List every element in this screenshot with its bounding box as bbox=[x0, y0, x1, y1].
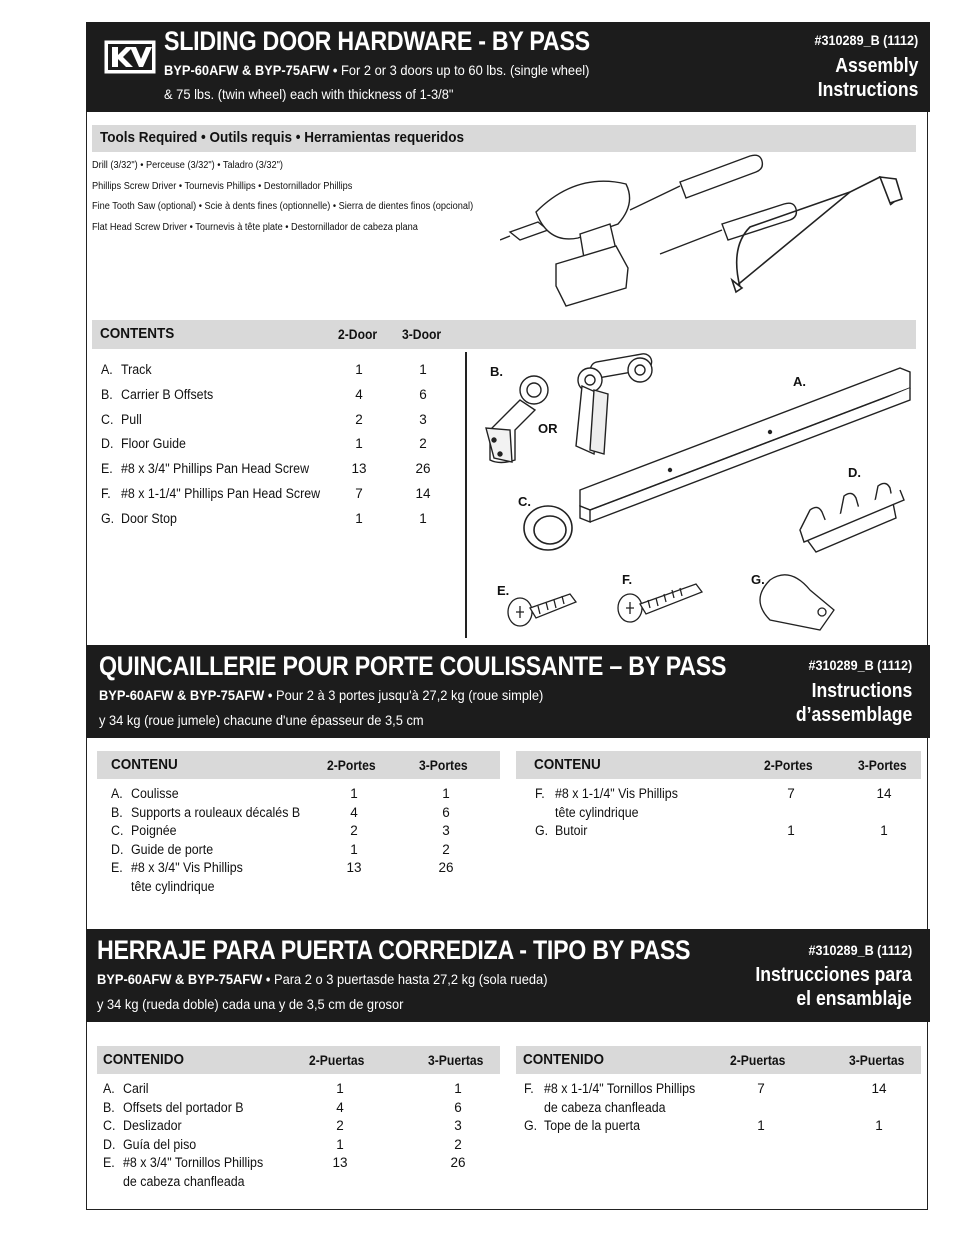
list-item-count-3: 26 bbox=[450, 1155, 466, 1171]
list-item-letter: C. bbox=[111, 823, 124, 839]
model-numbers: BYP-60AFW & BYP-75AFW bbox=[164, 62, 330, 78]
list-item-name: Floor Guide bbox=[121, 436, 186, 452]
tools-heading-bar bbox=[92, 125, 916, 152]
list-item-letter: F. bbox=[535, 786, 545, 801]
list-item-name: #8 x 1-1/4" Phillips Pan Head Screw bbox=[121, 486, 321, 501]
list-item-count-2: 13 bbox=[346, 860, 362, 876]
screwdriver-icon bbox=[630, 155, 796, 254]
list-item-count-3: 1 bbox=[419, 362, 427, 377]
list-item-letter: D. bbox=[111, 841, 124, 857]
list-item-count-3: 3 bbox=[454, 1118, 462, 1134]
contents-heading-bar bbox=[92, 320, 916, 349]
list-item-count-2: 1 bbox=[355, 436, 363, 452]
list-item-letter: C. bbox=[101, 411, 114, 427]
list-item-name: Guía del piso bbox=[123, 1136, 197, 1152]
list-item-count-3: 1 bbox=[454, 1081, 462, 1096]
french-subtitle-line1: BYP-60AFW & BYP-75AFW • Pour 2 à 3 portes jusqu'à 27,2 kg (roue simple) bbox=[99, 687, 544, 703]
label-d: D. bbox=[848, 465, 861, 480]
label-c: C. bbox=[518, 494, 531, 509]
list-item-name-cont: de cabeza chanfleada bbox=[123, 1174, 245, 1189]
list-item-name: #8 x 3/4" Phillips Pan Head Screw bbox=[121, 461, 310, 477]
hacksaw-icon bbox=[732, 177, 902, 292]
tool-phillips: Phillips Screw Driver • Tournevis Phillips • Destornillador Phillips bbox=[92, 180, 353, 192]
list-item-count-2: 1 bbox=[787, 823, 795, 839]
list-item-letter: G. bbox=[101, 510, 115, 526]
list-item-name: Coulisse bbox=[131, 786, 179, 801]
contents-heading: CONTENTS bbox=[100, 325, 175, 342]
door-stop-icon bbox=[760, 575, 834, 630]
list-item-count-2: 1 bbox=[350, 786, 358, 801]
list-item-count-2: 1 bbox=[336, 1136, 344, 1152]
french-title: QUINCAILLERIE POUR PORTE COULISSANTE – BY PASS bbox=[99, 651, 727, 681]
list-item-name: #8 x 1-1/4" Tornillos Phillips bbox=[544, 1081, 696, 1096]
list-item-name: Deslizador bbox=[123, 1118, 182, 1134]
divider-line bbox=[465, 352, 467, 638]
spanish-instructions-label: Instrucciones para el ensamblaje bbox=[755, 964, 912, 1010]
label-g: G. bbox=[751, 572, 765, 587]
list-item-count-2: 2 bbox=[355, 411, 363, 427]
list-item-letter: A. bbox=[101, 362, 113, 377]
list-item-count-2: 1 bbox=[336, 1081, 344, 1096]
list-item-count-3: 26 bbox=[438, 860, 454, 876]
carrier-offset-icon bbox=[486, 353, 653, 463]
french-document-code: #310289_B (1112) bbox=[808, 657, 912, 673]
tool-saw: Fine Tooth Saw (optional) • Scie à dents fines (optionnelle) • Sierra de dientes finos (opcional) bbox=[92, 201, 474, 212]
floor-guide-icon bbox=[800, 483, 904, 552]
french-subtitle-line2: y 34 kg (roue jumele) chacune d'une épasseur de 3,5 cm bbox=[99, 712, 424, 728]
tool-drill: Drill (3/32") • Perceuse (3/32") • Taladro (3/32") bbox=[92, 160, 283, 171]
kv-logo bbox=[104, 40, 156, 74]
assembly-instructions-label: Assembly Instructions bbox=[817, 55, 918, 101]
list-item-count-2: 4 bbox=[350, 804, 358, 820]
french-header bbox=[86, 645, 930, 738]
french-contents-heading-left: CONTENU 2-Portes 3-Portes bbox=[97, 751, 500, 779]
pull-icon bbox=[524, 506, 572, 550]
list-item-count-2: 13 bbox=[351, 461, 367, 477]
list-item-count-3: 3 bbox=[419, 411, 427, 427]
spanish-contents-heading-right: CONTENIDO 2-Puertas 3-Puertas bbox=[516, 1046, 921, 1074]
english-subtitle-line1: BYP-60AFW & BYP-75AFW • For 2 or 3 doors up to 60 lbs. (single wheel) bbox=[164, 62, 590, 78]
list-item-letter: E. bbox=[103, 1155, 115, 1171]
list-item-letter: B. bbox=[111, 804, 123, 820]
drill-icon bbox=[500, 181, 630, 306]
list-item-count-3: 6 bbox=[442, 804, 450, 820]
hardware-illustration bbox=[470, 350, 920, 640]
list-item-count-3: 2 bbox=[454, 1136, 462, 1152]
spanish-contents-heading-left: CONTENIDO 2-Puertas 3-Puertas bbox=[97, 1046, 500, 1074]
list-item-letter: B. bbox=[101, 386, 113, 402]
spanish-subtitle-line1: BYP-60AFW & BYP-75AFW • Para 2 o 3 puertasde hasta 27,2 kg (sola rueda) bbox=[97, 971, 548, 987]
label-a: A. bbox=[793, 374, 806, 389]
list-item-count-3: 6 bbox=[419, 386, 427, 402]
list-item-count-3: 14 bbox=[871, 1081, 887, 1096]
list-item-count-2: 7 bbox=[787, 786, 795, 801]
list-item-count-2: 4 bbox=[336, 1099, 344, 1115]
col-3-door: 3-Door bbox=[402, 327, 442, 342]
tools-list bbox=[92, 156, 473, 238]
list-item-letter: B. bbox=[103, 1099, 115, 1115]
list-item-letter: G. bbox=[535, 823, 549, 839]
list-item-letter: C. bbox=[103, 1118, 116, 1134]
list-item-count-2: 7 bbox=[757, 1081, 765, 1096]
list-item-count-2: 1 bbox=[355, 362, 363, 377]
list-item-letter: D. bbox=[101, 436, 114, 452]
list-item-name: Carrier B Offsets bbox=[121, 386, 214, 402]
list-item-count-2: 2 bbox=[350, 823, 358, 839]
list-item-count-2: 7 bbox=[355, 486, 363, 501]
page-title: SLIDING DOOR HARDWARE - BY PASS bbox=[164, 26, 590, 56]
list-item-name: #8 x 1-1/4" Vis Phillips bbox=[555, 786, 678, 801]
french-contents-heading-right: CONTENU 2-Portes 3-Portes bbox=[516, 751, 921, 779]
screw-long-icon bbox=[618, 584, 702, 622]
list-item-count-3: 14 bbox=[415, 486, 431, 501]
document-code: #310289_B (1112) bbox=[814, 32, 918, 48]
tools-illustration bbox=[500, 152, 910, 307]
list-item-name-cont: de cabeza chanfleada bbox=[544, 1099, 666, 1115]
list-item-name-cont: tête cylindrique bbox=[131, 879, 215, 894]
list-item-letter: F. bbox=[524, 1081, 534, 1096]
list-item-count-2: 1 bbox=[757, 1118, 765, 1134]
spanish-title: HERRAJE PARA PUERTA CORREDIZA - TIPO BY PASS bbox=[97, 935, 691, 965]
list-item-name: Butoir bbox=[555, 823, 588, 839]
spanish-subtitle-line2: y 34 kg (rueda doble) cada una y de 3,5 cm de grosor bbox=[97, 996, 404, 1012]
label-b: B. bbox=[490, 364, 503, 379]
list-item-name-cont: tête cylindrique bbox=[555, 804, 639, 820]
list-item-name: Supports a rouleaux décalés B bbox=[131, 804, 301, 820]
description-line1: For 2 or 3 doors up to 60 lbs. (single wheel) bbox=[340, 62, 590, 78]
list-item-name: Poignée bbox=[131, 823, 177, 839]
list-item-name: Offsets del portador B bbox=[123, 1099, 244, 1115]
list-item-count-3: 2 bbox=[442, 841, 450, 857]
list-item-letter: E. bbox=[111, 860, 123, 876]
tool-flathead: Flat Head Screw Driver • Tournevis à tête plate • Destornillador de cabeza plana bbox=[92, 221, 418, 233]
french-instructions-label: Instructions d’assemblage bbox=[795, 680, 912, 726]
list-item-name: Tope de la puerta bbox=[544, 1118, 640, 1134]
list-item-name: Pull bbox=[121, 411, 142, 427]
label-or: OR bbox=[538, 421, 558, 436]
list-item-count-3: 2 bbox=[419, 436, 427, 452]
list-item-count-2: 4 bbox=[355, 386, 363, 402]
list-item-name: Caril bbox=[123, 1081, 149, 1096]
list-item-count-3: 14 bbox=[876, 786, 892, 801]
list-item-letter: E. bbox=[101, 461, 113, 477]
spanish-header bbox=[86, 929, 930, 1022]
list-item-letter: D. bbox=[103, 1136, 116, 1152]
list-item-count-3: 6 bbox=[454, 1099, 462, 1115]
label-e: E. bbox=[497, 583, 510, 598]
label-f: F. bbox=[622, 572, 633, 587]
list-item-count-3: 1 bbox=[875, 1118, 883, 1134]
english-header bbox=[86, 22, 930, 112]
tools-heading: Tools Required • Outils requis • Herramientas requeridos bbox=[100, 129, 465, 146]
spanish-document-code: #310289_B (1112) bbox=[808, 942, 912, 958]
list-item-name: Guide de porte bbox=[131, 841, 214, 857]
track-icon bbox=[580, 368, 910, 522]
list-item-count-3: 1 bbox=[442, 786, 450, 801]
list-item-count-3: 1 bbox=[419, 510, 427, 526]
list-item-count-2: 1 bbox=[350, 841, 358, 857]
col-2-door: 2-Door bbox=[338, 327, 378, 342]
list-item-count-3: 3 bbox=[442, 823, 450, 839]
list-item-name: #8 x 3/4" Tornillos Phillips bbox=[123, 1155, 264, 1171]
list-item-count-3: 26 bbox=[415, 461, 431, 477]
list-item-count-2: 13 bbox=[332, 1155, 348, 1171]
screw-short-icon bbox=[508, 594, 576, 626]
list-item-letter: G. bbox=[524, 1118, 538, 1134]
list-item-count-2: 2 bbox=[336, 1118, 344, 1134]
list-item-name: Door Stop bbox=[121, 510, 177, 526]
description-line2: & 75 lbs. (twin wheel) each with thickness of 1-3/8" bbox=[164, 86, 454, 102]
list-item-letter: F. bbox=[101, 486, 111, 501]
list-item-name: #8 x 3/4" Vis Phillips bbox=[131, 860, 243, 876]
list-item-letter: A. bbox=[103, 1081, 115, 1096]
list-item-letter: A. bbox=[111, 786, 123, 801]
list-item-count-3: 1 bbox=[880, 823, 888, 839]
list-item-count-2: 1 bbox=[355, 510, 363, 526]
list-item-name: Track bbox=[121, 362, 152, 377]
